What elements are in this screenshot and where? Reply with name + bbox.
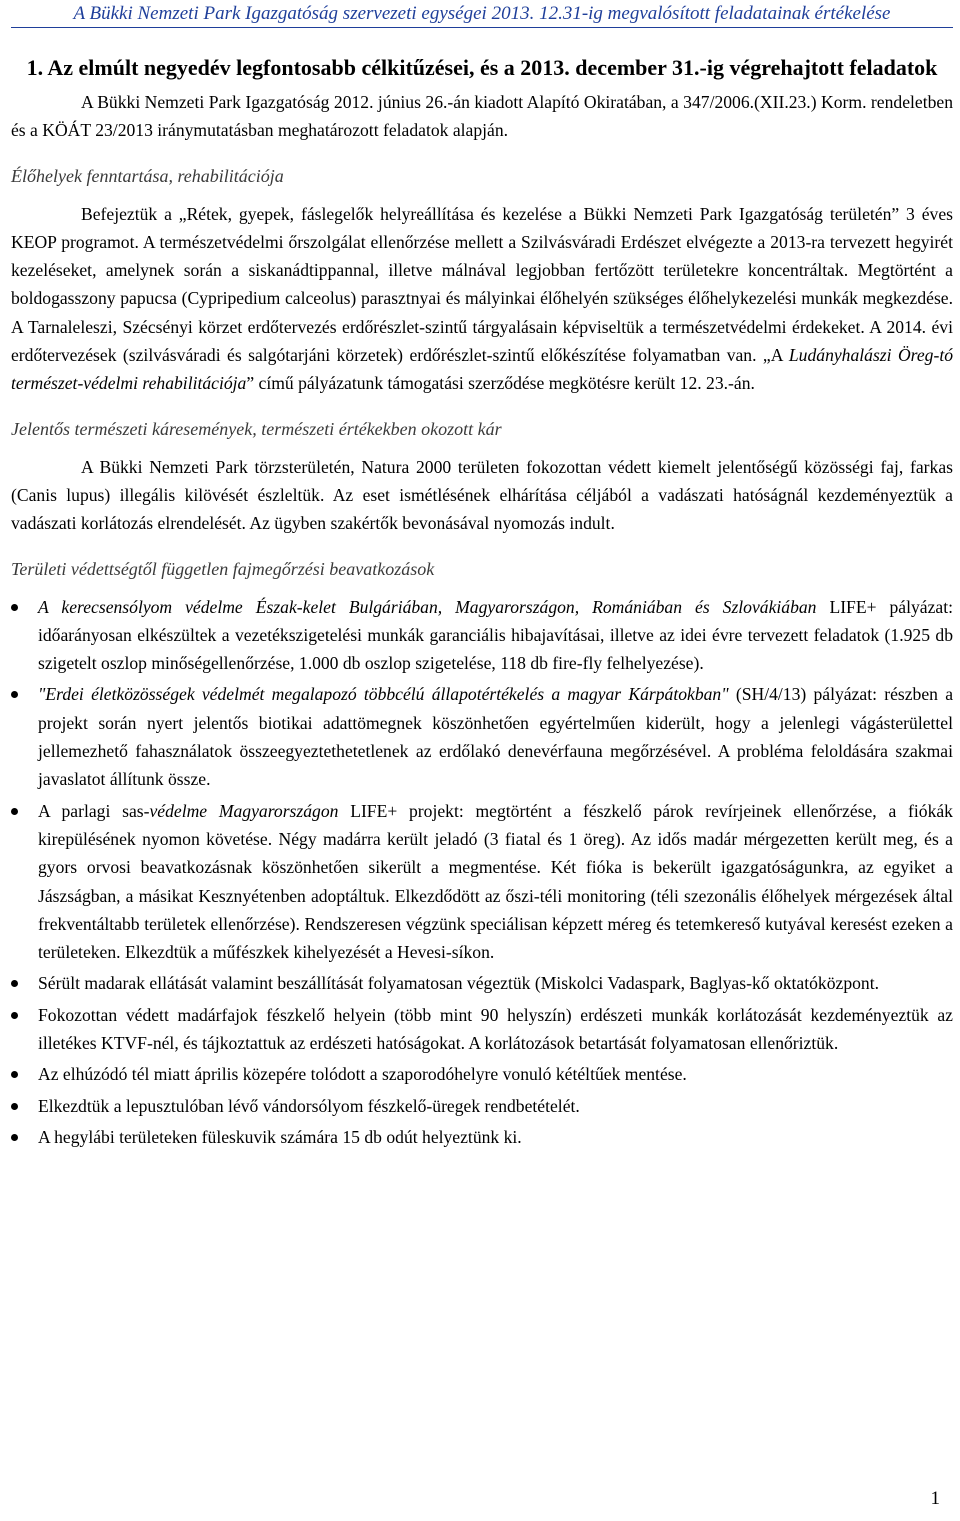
list-item: [11, 1060, 953, 1088]
list-item: [11, 797, 953, 967]
bullet-icon: [11, 1103, 18, 1110]
bullet-icon: [11, 1071, 18, 1078]
bullet-icon: [11, 1134, 18, 1141]
bullet-icon: [11, 604, 18, 611]
list-item-text: Fokozottan védett madárfajok fészkelő helyein (több mint 90 helyszín) erdészeti munkák korlátozását kezdeményeztük az illetékes KTVF-nél, és tájkoztattuk az erdészeti hatóságokat. A korlátozások betartását folyamatosan ellenőriztük.: [38, 1004, 953, 1054]
list-item-text: LIFE+ projekt: megtörtént a fészkelő párok revírjeinek ellenőrzése, a fiókák kirepülésének nyomon követése. Négy madárra került jeladó (3 fiatal és 1 öreg). Az idős madár mérgezetten került meg, és a gyors orvosi beavatkozásnak köszönhetően sikerült a megmentése. Két fióka is bekerült igazgatóságunkra, az egyiket a Jászságban, a másikat Kesznyétenben adoptáltuk. Elkezdődött az őszi-téli monitoring (téli szezonális élőhelyek mérgezések által frekventáltabb területek ellenőrzése). Rendszeresen végzünk speciálisan képzett méreg és tetemkereső kutyával keresést ezeken a területeken. Elkezdtük a műfészkek kihelyezését a Hevesi-síkon.: [38, 800, 953, 963]
species-bullet-list: [11, 593, 953, 1152]
list-item: [11, 1123, 953, 1151]
page-number: 1: [930, 1488, 940, 1509]
bullet-icon: [11, 808, 18, 815]
list-item-text: Elkezdtük a lepusztulóban lévő vándorsólyom fészkelő-üregek rendbetételét.: [38, 1095, 580, 1116]
list-item-prefix: A parlagi sas-: [38, 800, 150, 821]
list-item-italic: A kerecsensólyom védelme Észak-kelet Bulgáriában, Magyarországon, Romániában és Szlovákiában: [38, 596, 817, 617]
document-page: [11, 0, 953, 1151]
damage-paragraph: A Bükki Nemzeti Park törzsterületén, Natura 2000 területen fokozottan védett kiemelt jelentőségű közösségi faj, farkas (Canis lupus) illegális kilövését észleltük. Az eset ismétlésének elhárítása céljából a vadászati hatóságnál kezdeményeztük a vadászati korlátozás elrendelését. Az ügyben szakértők bevonásával nyomozás indult.: [11, 456, 953, 534]
habitats-project-title: Ludányhalászi Öreg-tó természet-védelmi rehabilitációja: [11, 345, 954, 394]
list-item-text: A hegylábi területeken füleskuvik számára 15 db odút helyeztünk ki.: [38, 1126, 522, 1147]
list-item: [11, 680, 953, 793]
list-item: [11, 593, 953, 678]
section-title-damage: Jelentős természeti káresemények, természeti értékekben okozott kár: [11, 418, 502, 439]
bullet-icon: [11, 1012, 18, 1019]
list-item-text: Sérült madarak ellátását valamint beszállítását folyamatosan végeztük (Miskolci Vadaspark, Baglyas-kő oktatóközpont.: [38, 973, 879, 994]
habitats-text-b: ” című pályázatunk támogatási szerződése megkötésre került 12. 23.-án.: [246, 373, 755, 394]
list-item: [11, 969, 953, 997]
section-title-habitats: Élőhelyek fenntartása, rehabilitációja: [11, 165, 284, 186]
intro-paragraph: A Bükki Nemzeti Park Igazgatóság 2012. június 26.-án kiadott Alapító Okiratában, a 347/2006.(XII.23.) Korm. rendeletben és a KÖÁT 23/2013 iránymutatásban meghatározott feladatok alapján.: [11, 92, 953, 141]
list-item: [11, 1092, 953, 1120]
list-item-italic: védelme Magyarországon: [149, 800, 339, 821]
habitats-text-a: Befejeztük a „Rétek, gyepek, fáslegelők helyreállítása és kezelése a Bükki Nemzeti Park Igazgatóság területén” 3 éves KEOP programot. A természetvédelmi őrszolgálat ellenőrzése mellett a Szilvásváradi Erdészet elvégezte a 2013-ra tervezett hegyirét kezeléseket, amelynek során a siskanádtippannal, illetve málnával legjobban fertőzött területekre koncentráltak. Megtörtént a boldogasszony papucsa (Cypripedium calceolus) parasztnyai és mályinkai élőhelyén szükséges élőhelykezelési munkák megkezdése. A Tarnaleleszi, Szécsényi körzet erdőtervezés erdőrészlet-szintű tárgyalásain képviseltük a természetvédelmi érdekeket. A 2014. évi erdőtervezések (szilvásváradi és salgótarjáni körzetek) erdőrészlet-szintű előkészítése folyamatban van. „A: [11, 203, 953, 366]
running-header: A Bükki Nemzeti Park Igazgatóság szervezeti egységei 2013. 12.31-ig megvalósított feladatainak értékelése: [11, 2, 953, 28]
list-item-text: (SH/4/13) pályázat: részben a projekt során nyert jelentős biotikai adattömegnek köszönhetően egyértelműen kiderült, hogy a jelenlegi vágásterülettel jellemezhető fahasználatok összeegyeztethetetlenek az erdőlakó denevérfauna megőrzésével. A probléma feloldására szakmai javaslatot állítunk össze.: [38, 684, 954, 790]
section-title-species: Területi védettségtől független fajmegőrzési beavatkozások: [11, 558, 435, 579]
list-item-italic: "Erdei életközösségek védelmét megalapozó többcélú állapotértékelés a magyar Kárpátokban": [38, 684, 729, 705]
main-heading: 1. Az elmúlt negyedév legfontosabb célkitűzései, és a 2013. december 31.-ig végrehajtott feladatok: [26, 55, 938, 80]
bullet-icon: [11, 980, 18, 987]
habitats-paragraph: [11, 200, 953, 398]
list-item-text: Az elhúzódó tél miatt április közepére tolódott a szaporodóhelyre vonuló kétéltűek mentése.: [38, 1064, 687, 1085]
list-item: [11, 1001, 953, 1058]
list-item-text: LIFE+ pályázat: időarányosan elkészültek a vezetékszigetelési munkák garanciális hibajavításai, illetve az idei évre tervezett feladatok (1.925 db szigetelt oszlop minőségellenőrzése, 1.000 db oszlop szigetelése, 118 db fire-fly felhelyezése).: [38, 596, 953, 674]
bullet-icon: [11, 691, 18, 698]
